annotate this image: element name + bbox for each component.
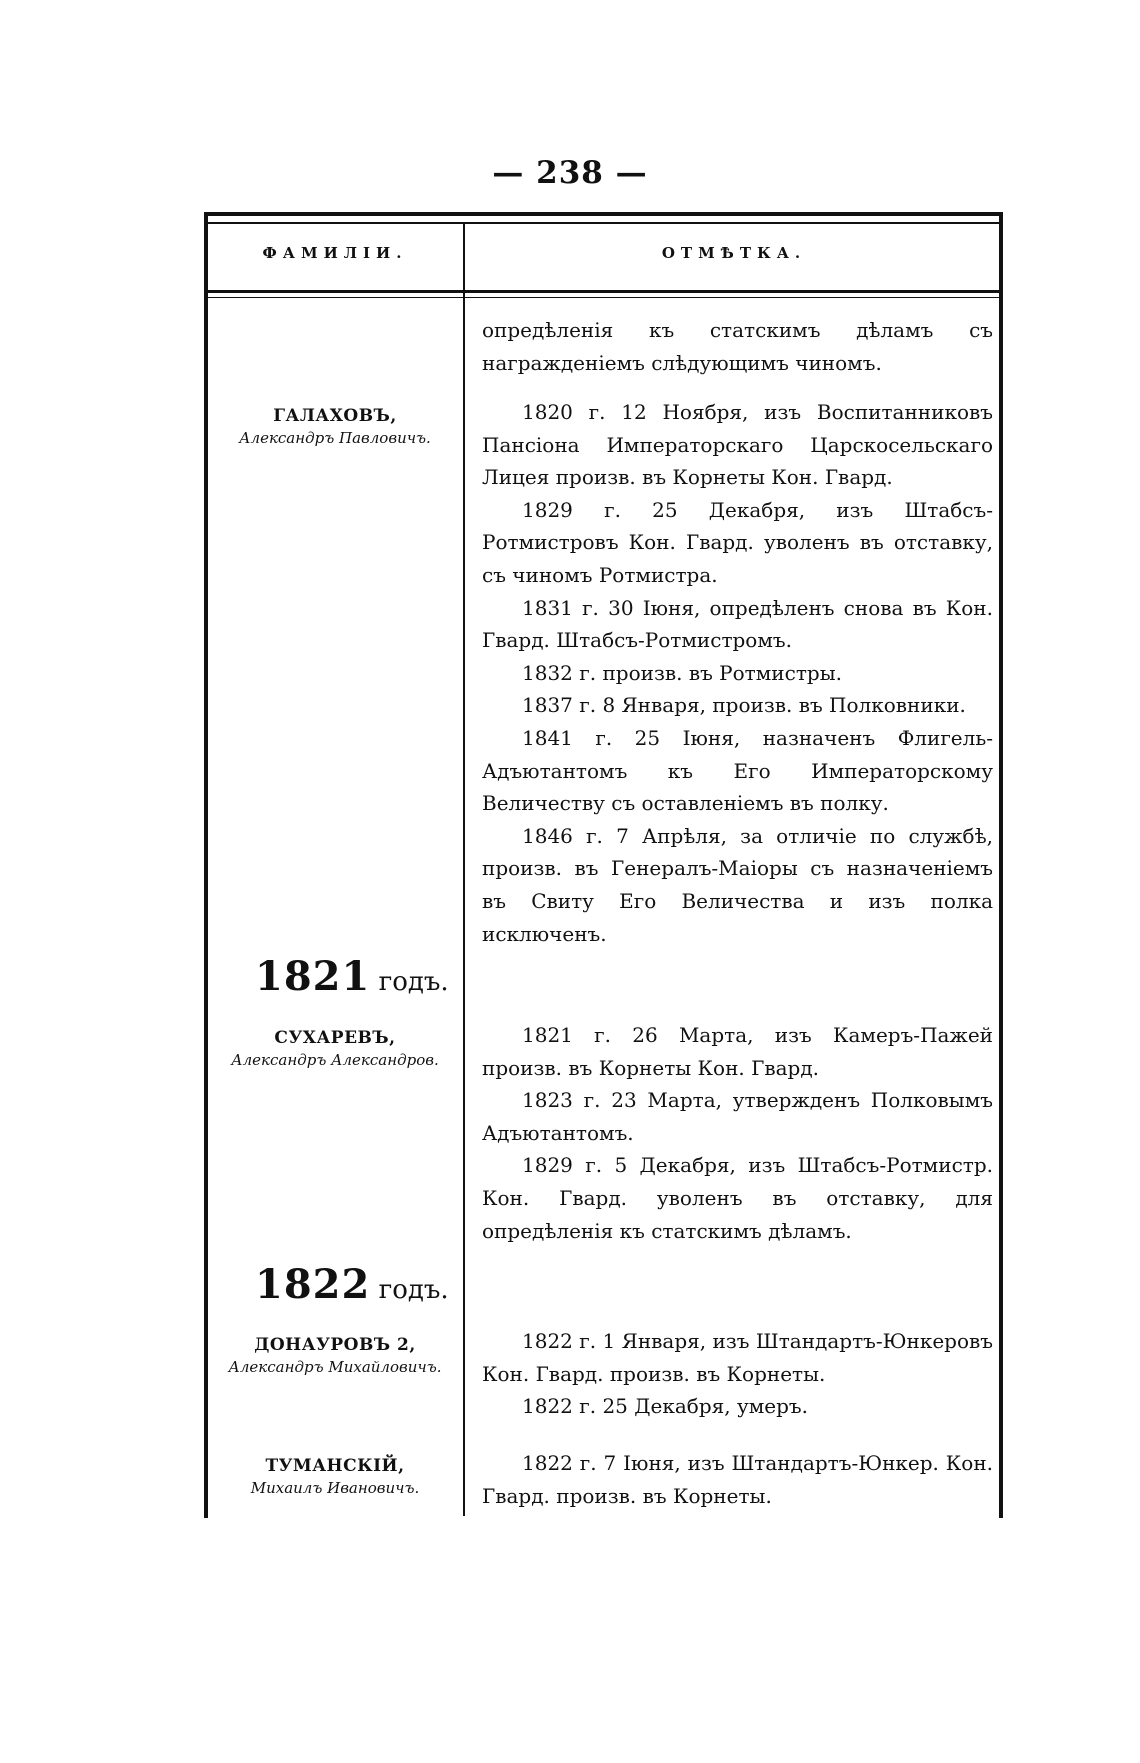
service-note: 1821 г. 26 Марта, изъ Камеръ-Пажей произв. въ Корнеты Кон. Гвард. bbox=[482, 1023, 993, 1080]
continuation-block bbox=[482, 314, 993, 379]
service-note: 1820 г. 12 Ноября, изъ Воспитанниковъ Пансіона Императорскаго Царскосельскаго Лицея произв. въ Корнеты Кон. Гвард. bbox=[482, 400, 993, 490]
header-surnames: ФАМИЛІИ. bbox=[262, 244, 408, 262]
service-note: 1841 г. 25 Іюня, назначенъ Флигель-Адъютантомъ къ Его Императорскому Величеству съ оставленіемъ въ полку. bbox=[482, 725, 993, 816]
entry-galakhov-notes bbox=[482, 396, 993, 950]
header-rule-thin bbox=[204, 297, 1003, 298]
entry-donaurov-notes bbox=[482, 1325, 993, 1423]
entry-tumansky-notes bbox=[482, 1447, 993, 1512]
continuation-text: опредѣленія къ статскимъ дѣламъ съ награжденіемъ слѣдующимъ чиномъ. bbox=[482, 318, 993, 375]
service-note: 1829 г. 5 Декабря, изъ Штабсъ-Ротмистр. Кон. Гвард. уволенъ въ отставку, для опредѣленія къ статскимъ дѣламъ. bbox=[482, 1153, 993, 1243]
header-remarks: ОТМѢТКА. bbox=[661, 244, 807, 262]
year-number: 1821 bbox=[255, 953, 371, 1000]
entry-donaurov-name bbox=[210, 1334, 460, 1378]
entry-sukharev-notes bbox=[482, 1019, 993, 1247]
service-note: 1829 г. 25 Декабря, изъ Штабсъ-Ротмистровъ Кон. Гвард. уволенъ въ отставку, съ чиномъ Ротмистра. bbox=[482, 497, 993, 587]
entry-tumansky-name bbox=[210, 1455, 460, 1499]
surname: ГАЛАХОВЪ, bbox=[273, 406, 397, 426]
entry-galakhov-name bbox=[210, 405, 460, 449]
year-number: 1822 bbox=[255, 1261, 371, 1308]
column-divider bbox=[463, 224, 465, 1516]
given-name: Михаилъ Ивановичъ. bbox=[250, 1479, 420, 1497]
page-number: — 238 — bbox=[492, 155, 648, 191]
service-note: 1822 г. 7 Іюня, изъ Штандартъ-Юнкер. Кон. Гвард. произв. въ Корнеты. bbox=[482, 1451, 993, 1508]
year-word: годъ. bbox=[378, 967, 449, 997]
surname: ТУМАНСКІЙ, bbox=[265, 1456, 405, 1476]
surname: СУХАРЕВЪ, bbox=[274, 1028, 396, 1048]
year-word: годъ. bbox=[378, 1275, 449, 1305]
service-note: 1846 г. 7 Апрѣля, за отличіе по службѣ, произв. въ Генералъ-Маіоры съ назначеніемъ въ Свиту Его Величества и изъ полка исключенъ. bbox=[482, 823, 993, 946]
given-name: Александръ Михайловичъ. bbox=[228, 1358, 442, 1376]
service-note: 1822 г. 25 Декабря, умеръ. bbox=[522, 1394, 808, 1419]
surname: ДОНАУРОВЪ 2, bbox=[254, 1335, 416, 1355]
year-heading-1822 bbox=[255, 1261, 475, 1308]
given-name: Александръ Павловичъ. bbox=[239, 429, 431, 447]
header-rule bbox=[204, 290, 1003, 293]
entry-sukharev-name bbox=[210, 1027, 460, 1071]
service-note: 1822 г. 1 Января, изъ Штандартъ-Юнкеровъ Кон. Гвард. произв. въ Корнеты. bbox=[482, 1329, 993, 1386]
service-note: 1831 г. 30 Іюня, опредѣленъ снова въ Кон. Гвард. Штабсъ-Ротмистромъ. bbox=[482, 595, 993, 653]
service-note: 1832 г. произв. въ Ротмистры. bbox=[522, 660, 842, 685]
given-name: Александръ Александров. bbox=[231, 1051, 439, 1069]
year-heading-1821 bbox=[255, 953, 475, 1000]
service-note: 1823 г. 23 Марта, утвержденъ Полковымъ Адъютантомъ. bbox=[482, 1088, 993, 1145]
service-note: 1837 г. 8 Января, произв. въ Полковники. bbox=[522, 693, 966, 718]
table-top-rule bbox=[204, 222, 1003, 224]
